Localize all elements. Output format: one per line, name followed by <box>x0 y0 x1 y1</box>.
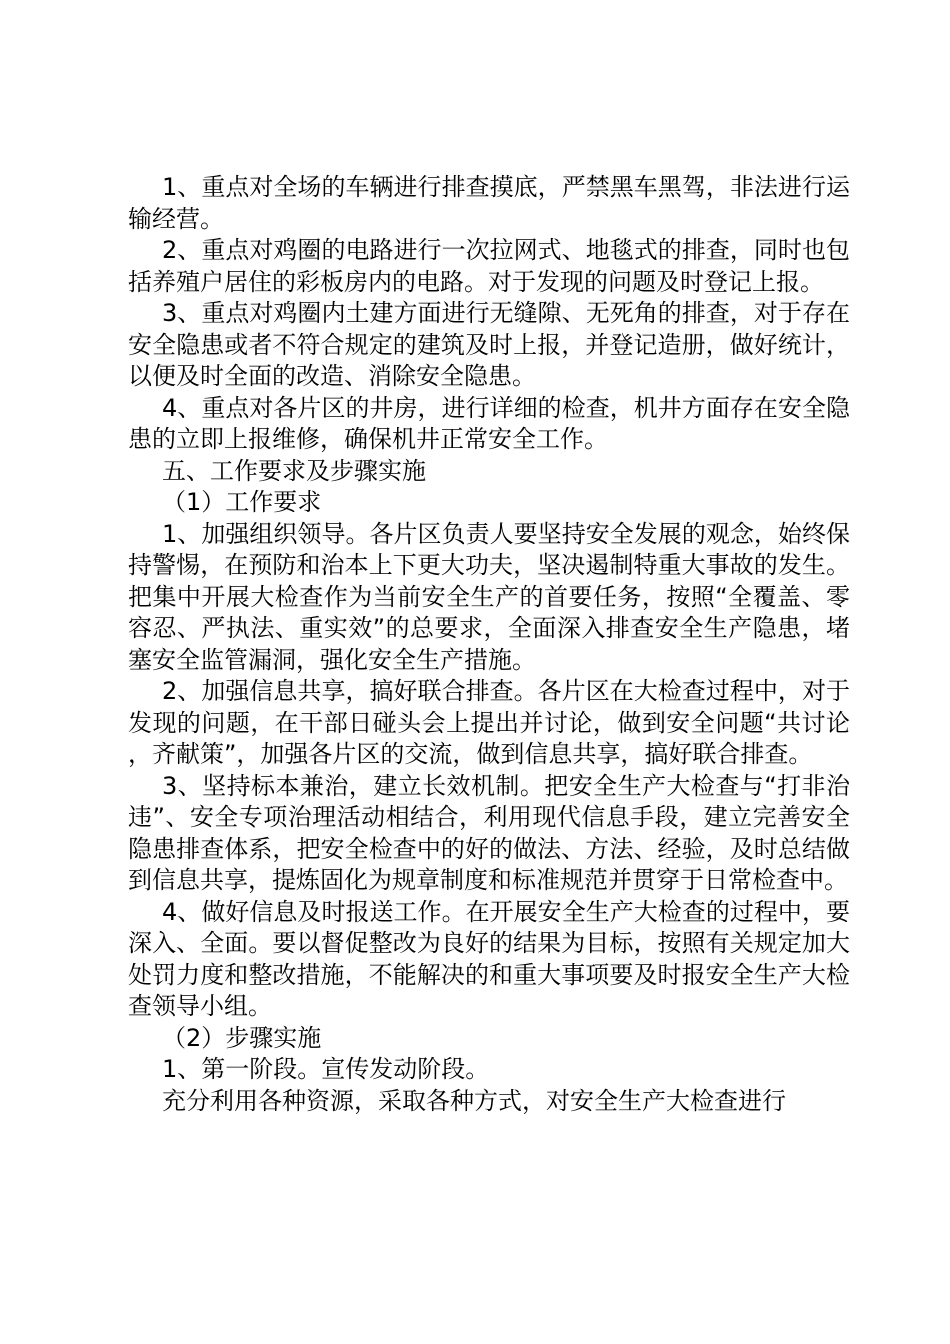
paragraph-stage-one: 1、第一阶段。宣传发动阶段。 <box>162 1055 490 1083</box>
paragraph-circuit-inspection: 2、重点对鸡圈的电路进行一次拉网式、地毯式的排查，同时也包括养殖户居住的彩板房内的电路。对于发现的问题及时登记上报。 <box>128 236 850 296</box>
paragraph-information-sharing: 2、加强信息共享，搞好联合排查。各片区在大检查过程中，对于发现的问题，在干部日碰头会上提出并讨论，做到安全问题“共讨论，齐献策”，加强各片区的交流，做到信息共享，搞好联合排查。 <box>128 677 850 768</box>
paragraph-organization-leadership: 1、加强组织领导。各片区负责人要坚持安全发展的观念，始终保持警惕，在预防和治本上下更大功夫，坚决遏制特重大事故的发生。把集中开展大检查作为当前安全生产的首要任务，按照“全覆盖、零容忍、严执法、重实效”的总要求，全面深入排查安全生产隐患，堵塞安全监管漏洞，强化安全生产措施。 <box>128 519 850 674</box>
paragraph-well-inspection: 4、重点对各片区的井房，进行详细的检查，机井方面存在安全隐患的立即上报维修，确保机井正常安全工作。 <box>128 393 850 453</box>
paragraph-construction-inspection: 3、重点对鸡圈内土建方面进行无缝隙、无死角的排查，对于存在安全隐患或者不符合规定的建筑及时上报，并登记造册，做好统计，以便及时全面的改造、消除安全隐患。 <box>128 299 850 390</box>
document-body <box>128 172 850 1117</box>
subheading-implementation-steps: （2）步骤实施 <box>162 1023 322 1052</box>
section-heading-requirements-steps: 五、工作要求及步骤实施 <box>162 456 426 485</box>
paragraph-vehicle-inspection: 1、重点对全场的车辆进行排查摸底，严禁黑车黑驾，非法进行运输经营。 <box>128 173 850 233</box>
paragraph-long-term-mechanism: 3、坚持标本兼治，建立长效机制。把安全生产大检查与“打非治违”、安全专项治理活动相结合，利用现代信息手段，建立完善安全隐患排查体系，把安全检查中的好的做法、方法、经验，及时总结做到信息共享，提炼固化为规章制度和标准规范并贯穿于日常检查中。 <box>128 771 850 894</box>
paragraph-timely-reporting: 4、做好信息及时报送工作。在开展安全生产大检查的过程中，要深入、全面。要以督促整改为良好的结果为目标，按照有关规定加大处罚力度和整改措施，不能解决的和重大事项要及时报安全生产大检查领导小组。 <box>128 897 850 1020</box>
subheading-work-requirements: （1）工作要求 <box>162 488 322 516</box>
paragraph-publicity: 充分利用各种资源，采取各种方式，对安全生产大检查进行 <box>162 1086 786 1115</box>
